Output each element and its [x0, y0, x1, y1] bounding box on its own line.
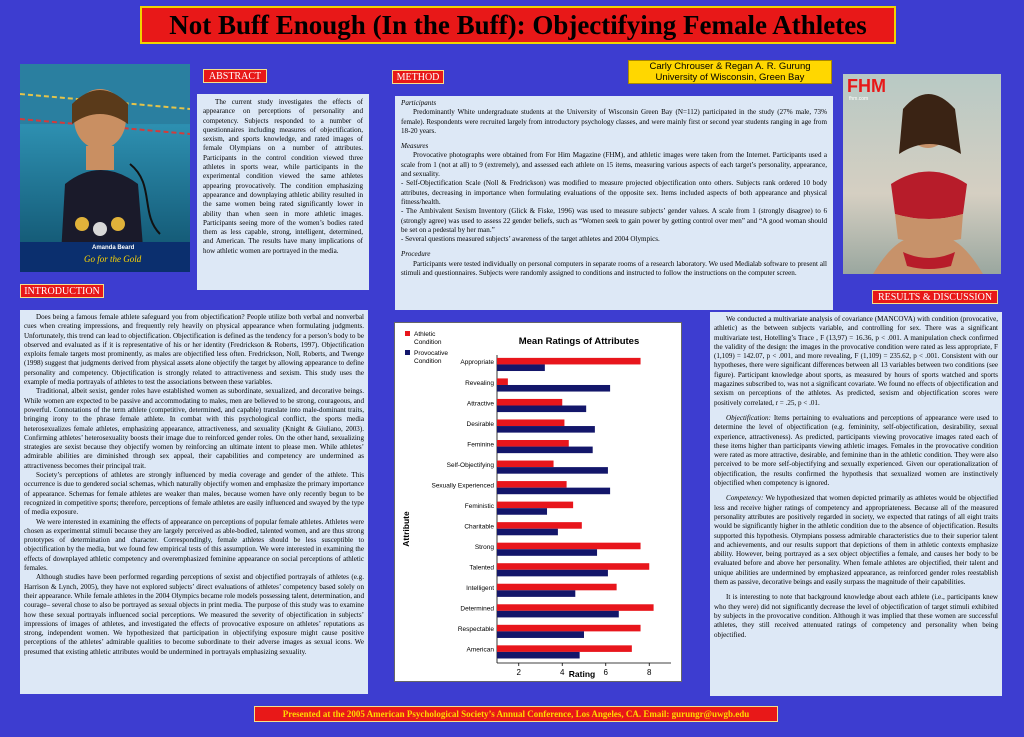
bar-athletic — [497, 378, 508, 385]
bar-provocative — [497, 652, 580, 659]
poster-title-box — [140, 6, 896, 44]
bar-athletic — [497, 440, 569, 447]
attribute-chart-svg — [395, 323, 683, 683]
measures-heading: Measures — [401, 142, 429, 151]
x-tick-label: 6 — [603, 668, 608, 677]
bar-provocative — [497, 508, 547, 515]
intro-paragraph: Does being a famous female athlete safeguard you from objectification? People utilize both verbal and nonverbal cues when creating impressions, and frequently rely heavily on physical appearance when formulating judgments. Unfortunately, this trend can lead to objectification. Objectification is defined as the tendency for a person’s body to be observed and evaluated as if it is representative of his or her identity (Fredrickson & Roberts, 1997). Objectification exploits female targets most prominently, as males are objectified less often. Fredrickson, Noll, Roberts, and Twenge (1998) suggest that judgments derived from physical assets alone objectify the target by allowing appearance to define personality and competency. Objectification is strongly related to attractiveness and sexism. This study uses the example of media portrayals of athletes to test the associations between these variables. — [24, 313, 364, 387]
category-label: Feministic — [464, 502, 494, 510]
athlete-photo-image — [20, 64, 190, 272]
intro-paragraph: Although studies have been performed regarding perceptions of sexist and objectified portrayals of athletes (e.g. Harrison & Lynch, 2005), they have not explored subjects’ direct evaluations of athletes’ competency based solely on their appearance. While female athletes in the 2004 Olympics became role models possessing talent, determination, and courage– several chose to also be portrayed as sexual objects in print media. The purpose of this study was to examine how these sexual portrayals influenced social perceptions. We measured the severity of objectification in subjects’ impressions of images of athletes, and investigated the effects of provocative exposure on athletes’ reputations as strong, independent women. We hypothesized that participation in objectifying exposure might cause positive perceptions of the athletes’ admirable qualities to become subordinate to their adverse images as sexual icons. We presumed that existing athletic attributes would be undermined in portrayals emphasizing sexuality. — [24, 573, 364, 656]
legend-swatch — [405, 331, 410, 336]
bar-athletic — [497, 399, 562, 406]
x-tick-label: 4 — [560, 668, 565, 677]
athlete-name: Amanda Beard — [92, 245, 135, 251]
measures-text-1: Provocative photographs were obtained from For Him Magazine (FHM), and athletic images were taken from the Internet. Participants used a scale from 1 (not at all) to 9 (extremely), and assessed each athlete on 15 items, measuring various aspects of each target’s personality, appearance, and sexuality. — [401, 151, 827, 179]
results-paragraph-4: It is interesting to note that background knowledge about each athlete (i.e., participants knew who they were) did not significantly decrease the level of objectification of target stimuli exhibited by subjects in the provocative condition. Although it was implied that these women are successful athletes, they still received attenuated ratings of competency and personality when being objectified. — [714, 593, 998, 639]
measures-text-3: - The Ambivalent Sexism Inventory (Glick & Fiske, 1996) was used to measure subjects’ gender values. A scale from 1 (strongly disagree) to 6 (strongly agree) was used to assess 22 gender beliefs, such as “Women seek to gain power by getting control over men” and “A good woman should be set on a pedestal by her man.” — [401, 207, 827, 234]
legend-swatch — [405, 350, 410, 355]
bar-provocative — [497, 590, 575, 597]
legend-label: Condition — [414, 358, 442, 365]
bar-provocative — [497, 631, 584, 638]
chart-title: Mean Ratings of Attributes — [518, 336, 640, 347]
abstract-panel — [197, 94, 369, 290]
category-label: Determined — [460, 605, 494, 613]
bar-athletic — [497, 645, 632, 652]
category-label: Self-Objectifying — [446, 461, 494, 469]
results-paragraph-3: We hypothesized that women depicted primarily as athletes would be objectified less and receive higher ratings of competency and appropriateness. Because all of the measured personality attributes are positively regarded in society, we expected that ratings of all eight traits would be significantly higher in the athletic condition due to the absence of objectification. Results supported this hypothesis. Olympians possess admirable characteristics due to their superior talent and achievements, and our results support that depictions of them in athletic contexts emphasize ability. However, being portrayed as a sex object objectifies a female, and causes her body to be evaluated before and above her personality. When female athletes are objectified, their talent and unique abilities are undermined by emphasized appearance, as reinforced gender roles reestablish them as passive, decorative beings and easily surpass the magnitude of their capabilities. — [714, 494, 998, 587]
author-names: Carly Chrouser & Regan A. R. Gurung — [649, 61, 811, 72]
bar-provocative — [497, 406, 586, 413]
x-tick-label: 8 — [647, 668, 652, 677]
category-label: Intelligent — [466, 585, 494, 593]
legend-label: Condition — [414, 339, 442, 346]
bar-athletic — [497, 481, 567, 488]
bar-provocative — [497, 385, 610, 392]
results-paragraph-2: Items pertaining to evaluations and perceptions of appearance were used to determine the level of objectification (e.g. femininity, self-objectification, desirability, sexual experience, attractiveness). As predicted, participants viewing provocative images rated each of these items higher than participants viewing athletic images. Females in the provocative condition were rated as more attractive, desirable, and feminine than in the athletic condition. They were also perceived to be more self-objectifying and sexually experienced. Given our operationalization of objectification, the results confirmed the hypothesis that sexualized women are instinctively objectified when competency is ignored. — [714, 413, 999, 488]
participants-heading: Participants — [401, 99, 437, 107]
introduction-heading: INTRODUCTION — [20, 284, 104, 298]
legend-label: Provocative — [414, 350, 448, 357]
bar-athletic — [497, 625, 641, 632]
category-label: Respectable — [457, 626, 494, 634]
magazine-logo: FHM — [847, 76, 886, 96]
bar-provocative — [497, 488, 610, 495]
intro-paragraph: Society’s perceptions of athletes are strongly influenced by media coverage and gender of the athlete. This occurrence is due to gendered social schemas, which naturally objectify women and emphasize the primary importance of appearance. Schemas for female athletes are weaker than males, because women have only recently begun to be recognized in competitive sports; therefore, perceptions of female athletes are easily influenced and swayed by the type of media exposure. — [24, 471, 364, 517]
author-affiliation: University of Wisconsin, Green Bay — [655, 72, 805, 83]
bar-athletic — [497, 502, 573, 509]
category-label: Talented — [469, 564, 494, 572]
bar-athletic — [497, 358, 641, 365]
magazine-photo-image — [843, 74, 1001, 274]
x-tick-label: 2 — [516, 668, 521, 677]
bar-provocative — [497, 364, 545, 371]
category-label: Sexually Experienced — [431, 482, 494, 490]
magazine-site: fhm.com — [849, 96, 869, 102]
poster-title: Not Buff Enough (In the Buff): Objectifying Female Athletes — [169, 9, 867, 40]
competency-heading: Competency: — [726, 494, 764, 503]
bar-athletic — [497, 419, 564, 426]
x-axis-label: Rating — [568, 669, 596, 679]
category-label: Appropriate — [460, 359, 494, 367]
bar-athletic — [497, 563, 649, 570]
measures-text-4: - Several questions measured subjects’ awareness of the target athletes and 2004 Olympics. — [401, 235, 660, 244]
conference-footer: Presented at the 2005 American Psychological Society’s Annual Conference, Los Angeles, CA. Email: gurungr@uwgb.edu — [254, 706, 778, 722]
bar-provocative — [497, 426, 595, 433]
bar-athletic — [497, 522, 582, 529]
athlete-tagline: Go for the Gold — [84, 254, 142, 264]
bar-provocative — [497, 611, 619, 618]
abstract-text: The current study investigates the effects of appearance on perceptions of personality and competency. Subjects responded to a number of questionnaires including measures of objectification, sexism, and sports knowledge, and rated images of female Olympians on a number of attributes. Participants in the control condition viewed three athletes in sports wear, while participants in the experimental condition viewed the same athletes appearing provocatively. The condition emphasizing appearance and downplaying athletic ability resulted in the same women being rated significantly lower in ability than when seen in more athletic images. Participants seeing more of the women’s bodies rated them as less capable, strong, intelligent, determined, and American. The results have many implications of how athletic women are portrayed in the media. — [203, 98, 363, 255]
y-axis-label: Attribute — [401, 511, 411, 547]
bar-athletic — [497, 461, 554, 468]
bar-athletic — [497, 604, 654, 611]
intro-paragraph: We were interested in examining the effects of appearance on perceptions of popular female athletes. Athletes were chosen as experimental stimuli because they are largely perceived as able-bodied, talented women, and are thus strong prototypes of determination and character. Correspondingly, female athletes should be less susceptible to objectification by the media, but we found few empirical tests of this assumption. We were interested in examining the effects of downplayed athletic competency and overemphasized feminine appearance on social perceptions of athletic females. — [24, 517, 364, 573]
participants-text: Predominantly White undergraduate students at the University of Wisconsin Green Bay (N=112) participated in the study (27% male, 73% female). Respondents were recruited largely from introductory psychology classes, and were mainly first or second year students ranging in age from 18-20 years. — [401, 108, 827, 135]
abstract-heading: ABSTRACT — [203, 69, 267, 83]
results-panel — [710, 312, 1002, 696]
results-heading: RESULTS & DISCUSSION — [872, 290, 998, 304]
introduction-panel — [20, 310, 368, 694]
legend-label: Athletic — [414, 331, 436, 338]
magazine-photo — [843, 74, 1001, 274]
category-label: Feminine — [467, 441, 494, 449]
measures-text-2: - Self-Objectification Scale (Noll & Fredrickson) was modified to measure projected objectification onto others. Subjects rank ordered 10 body attributes, decreasing in importance when formulating evaluations of the opposite sex. Items included aspects of both appearance and physical fitness/health. — [401, 179, 827, 206]
bar-provocative — [497, 447, 593, 454]
category-label: Strong — [474, 544, 494, 552]
category-label: Revealing — [465, 379, 494, 387]
bar-provocative — [497, 549, 597, 556]
category-label: Attractive — [466, 400, 494, 408]
objectification-heading: Objectification: — [726, 413, 771, 422]
bar-athletic — [497, 543, 641, 550]
bar-provocative — [497, 529, 558, 536]
category-label: Charitable — [464, 523, 494, 531]
category-label: Desirable — [466, 420, 494, 428]
procedure-text: Participants were tested individually on personal computers in separate rooms of a research laboratory. We used Medialab software to present all stimuli and questionnaires. Subjects were randomly assigned to conditions and instructed to follow the instructions on the computer screen. — [401, 259, 827, 278]
bar-provocative — [497, 467, 608, 474]
attribute-chart — [394, 322, 682, 682]
author-box — [628, 60, 832, 84]
bar-athletic — [497, 584, 617, 591]
procedure-heading: Procedure — [401, 250, 431, 259]
results-paragraph-1: We conducted a multivariate analysis of covariance (MANCOVA) with condition (provocative, athletic) as the between subjects variable, and controlling for sex. There was a significant multivariate test, Hotelling’s Trace , F (13,97) = 16.36, p < .001. A manipulation check confirmed the validity of the design: the images in the provocative condition were rated as less appropriate, F (1,109) = 142.07, p < .001, and more revealing, F (1,109) = 235.62, p < .001. Consistent with our hypotheses, there were significant differences between all 13 variables between two conditions (see figure). Participant knowledge about sports, as measured by hours of sports watched and sports magazines subscribed to, was not a significant covariate. We found no effects of objectification and sexism on perceptions of the athletes. As predicted, sexism and objectification scores were positively correlated, r = .25, p < .01. — [714, 315, 998, 407]
bar-provocative — [497, 570, 608, 577]
method-panel — [395, 96, 833, 310]
intro-paragraph: Traditional, albeit sexist, gender roles have established women as subordinate, sexualized, and decorative beings. While women are expected to be passive and accommodating to males, men are believed to be strong, courageous, and powerful. Connotations of the term athlete (competitive, determined, and capable) translate into male-dominant traits, bringing irony to the phrase female athlete. In combat with this psychological conflict, the sports media heterosexualizes female athletes, emphasizing appearance, attractiveness, and sexuality (Knight & Giuliano, 2003). Confirming athletes’ heterosexuality boosts their image due to reinforced gender roles. On the other hand, sexualizing strategies are sexist because they objectify women by reinforcing an ultimate intent to please men. While athletes’ admirable abilities are diminished through sex appeal, their capabilities and competency are undermined as attractiveness becomes their principal trait. — [24, 387, 364, 470]
category-label: American — [466, 646, 494, 654]
method-heading: METHOD — [392, 70, 444, 84]
athlete-photo — [20, 64, 190, 272]
